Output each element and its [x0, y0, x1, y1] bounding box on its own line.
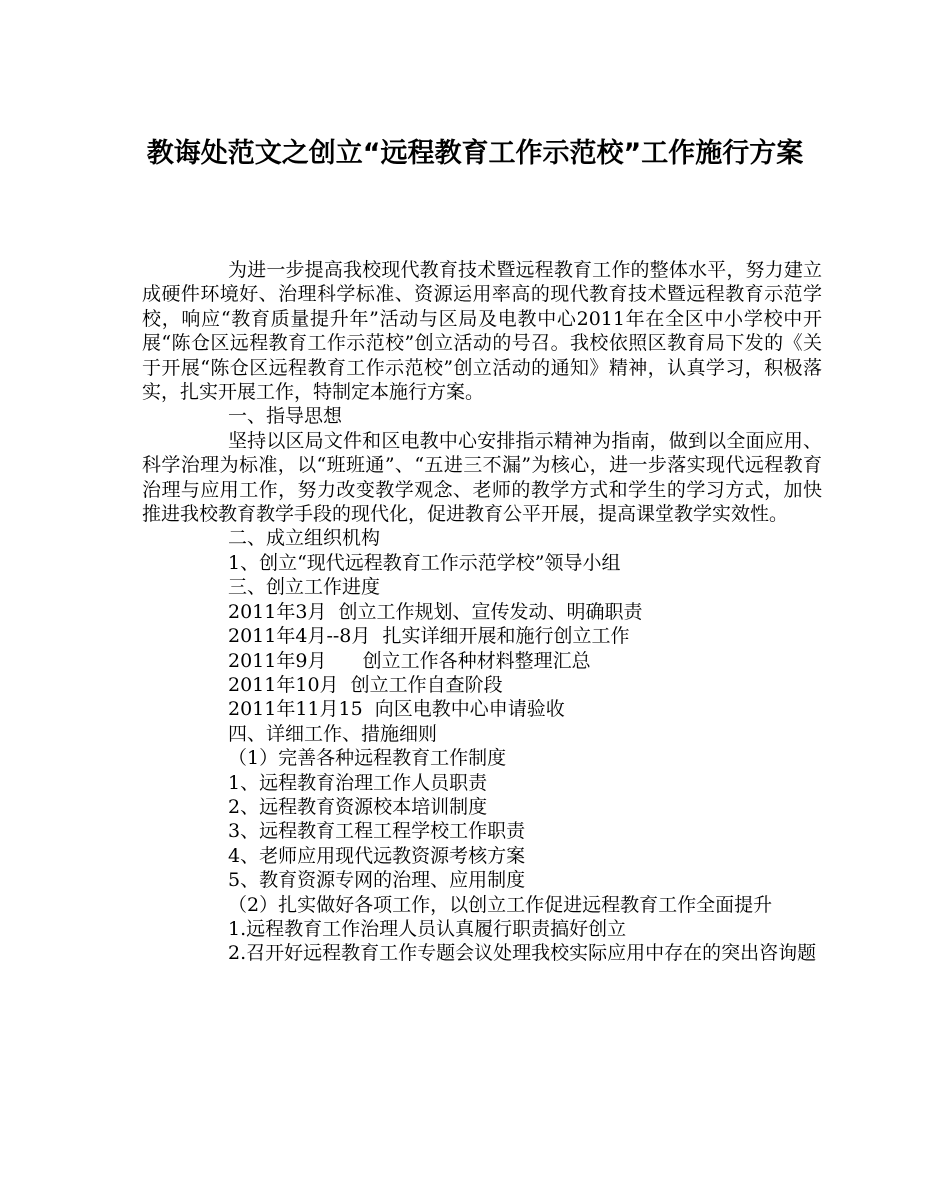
regulation-item: 5、教育资源专网的治理、应用制度 — [228, 869, 526, 892]
work-item-2: 2.召开好远程教育工作专题会议处理我校实际应用中存在的突出咨询题 — [228, 942, 817, 965]
document-body — [142, 258, 822, 966]
regulation-item: 4、老师应用现代远教资源考核方案 — [228, 844, 526, 867]
regulation-item: 1、远程教育治理工作人员职责 — [228, 771, 488, 794]
schedule-item: 2011年10月 创立工作自查阶段 — [228, 673, 503, 696]
document-title: 教诲处范文之创立“远程教育工作示范校”工作施行方案 — [146, 138, 804, 169]
intro-paragraph: 为进一步提高我校现代教育技术暨远程教育工作的整体水平，努力建立成硬件环境好、治理科学标准、资源运用率高的现代教育技术暨远程教育示范学校，响应“教育质量提升年”活动与区局及电教中心2011年在全区中小学校中开展“陈仓区远程教育工作示范校”创立活动的号召。我校依照区教育局下发的《关于开展“陈仓区远程教育工作示范校”创立活动的通知》精神，认真学习，积极落实，扎实开展工作，特制定本施行方案。 — [142, 259, 822, 404]
section-heading-3: 三、创立工作进度 — [228, 576, 381, 599]
section-heading-2: 二、成立组织机构 — [228, 527, 381, 550]
schedule-item: 2011年11月15 向区电教中心申请验收 — [228, 698, 565, 721]
section-heading-4: 四、详细工作、措施细则 — [228, 722, 438, 745]
regulation-item: 2、远程教育资源校本培训制度 — [228, 795, 488, 818]
section-2-item-1: 1、创立“现代远程教育工作示范学校”领导小组 — [228, 551, 621, 574]
section-4-subheading-2: （2）扎实做好各项工作，以创立工作促进远程教育工作全面提升 — [228, 893, 773, 916]
section-1-paragraph: 坚持以区局文件和区电教中心安排指示精神为指南，做到以全面应用、科学治理为标准，以“班班通”、“五进三不漏”为核心，进一步落实现代远程教育治理与应用工作，努力改变教学观念、老师的教学方式和学生的学习方式，加快推进我校教育教学手段的现代化，促进教育公平开展，提高课堂教学实效性。 — [142, 429, 822, 526]
schedule-item: 2011年4月--8月 扎实详细开展和施行创立工作 — [228, 625, 630, 648]
section-4-subheading-1: （1）完善各种远程教育工作制度 — [228, 747, 507, 770]
regulation-item: 3、远程教育工程工程学校工作职责 — [228, 820, 526, 843]
schedule-item: 2011年3月 创立工作规划、宣传发动、明确职责 — [228, 600, 643, 623]
schedule-item: 2011年9月 创立工作各种材料整理汇总 — [228, 649, 591, 672]
work-item-1: 1.远程教育工作治理人员认真履行职责搞好创立 — [228, 917, 627, 940]
section-heading-1: 一、指导思想 — [228, 405, 343, 428]
